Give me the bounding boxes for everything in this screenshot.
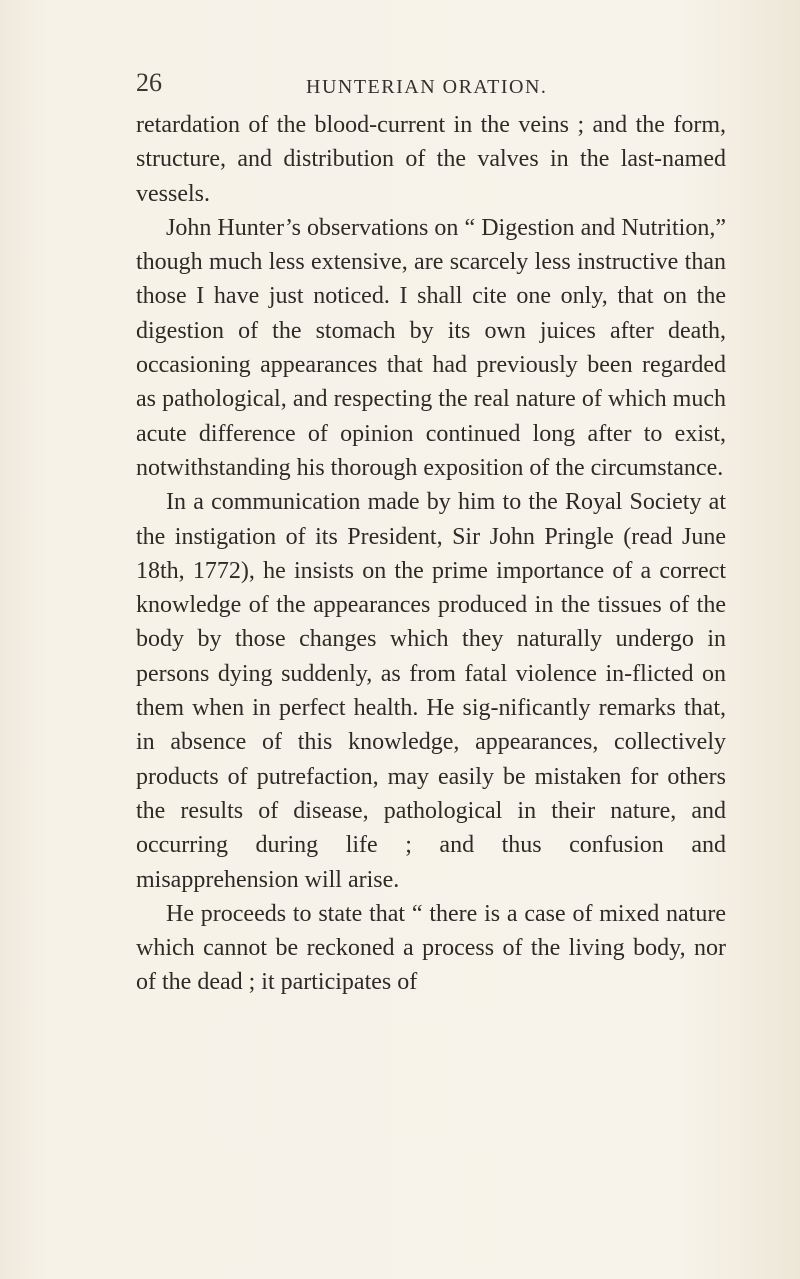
body-text [136, 108, 726, 1000]
paragraph-royal-society: In a communication made by him to the Royal Society at the instigation of its President, Sir John Pringle (read June 18th, 1772), he insists on the prime importance of a correct knowledge of the appearances produced in the tissues of the body by those changes which they naturally undergo in persons dying suddenly, as from fatal violence in-flicted on them when in perfect health. He sig-nificantly remarks that, in absence of this knowledge, appearances, collectively products of putrefaction, may easily be mistaken for others the results of disease, pathological in their nature, and occurring during life ; and thus confusion and misapprehension will arise. [136, 489, 726, 893]
paragraph-digestion: John Hunter’s observations on “ Digestion and Nutrition,” though much less extensive, are scarcely less instructive than those I have just noticed. I shall cite one only, that on the digestion of the stomach by its own juices after death, occasioning appearances that had previously been regarded as pathological, and respecting the real nature of which much acute difference of opinion continued long after to exist, notwithstanding his thorough exposition of the circumstance. [136, 214, 726, 481]
page-header [136, 68, 736, 104]
page-number: 26 [136, 68, 162, 97]
running-head: HUNTERIAN ORATION. [306, 76, 548, 98]
paragraph-continued: retardation of the blood-current in the veins ; and the form, structure, and distribution of the valves in the last-named vessels. [136, 112, 726, 207]
paragraph-mixed-nature: He proceeds to state that “ there is a case of mixed nature which cannot be reckoned a process of the living body, nor of the dead ; it participates of [136, 900, 726, 996]
